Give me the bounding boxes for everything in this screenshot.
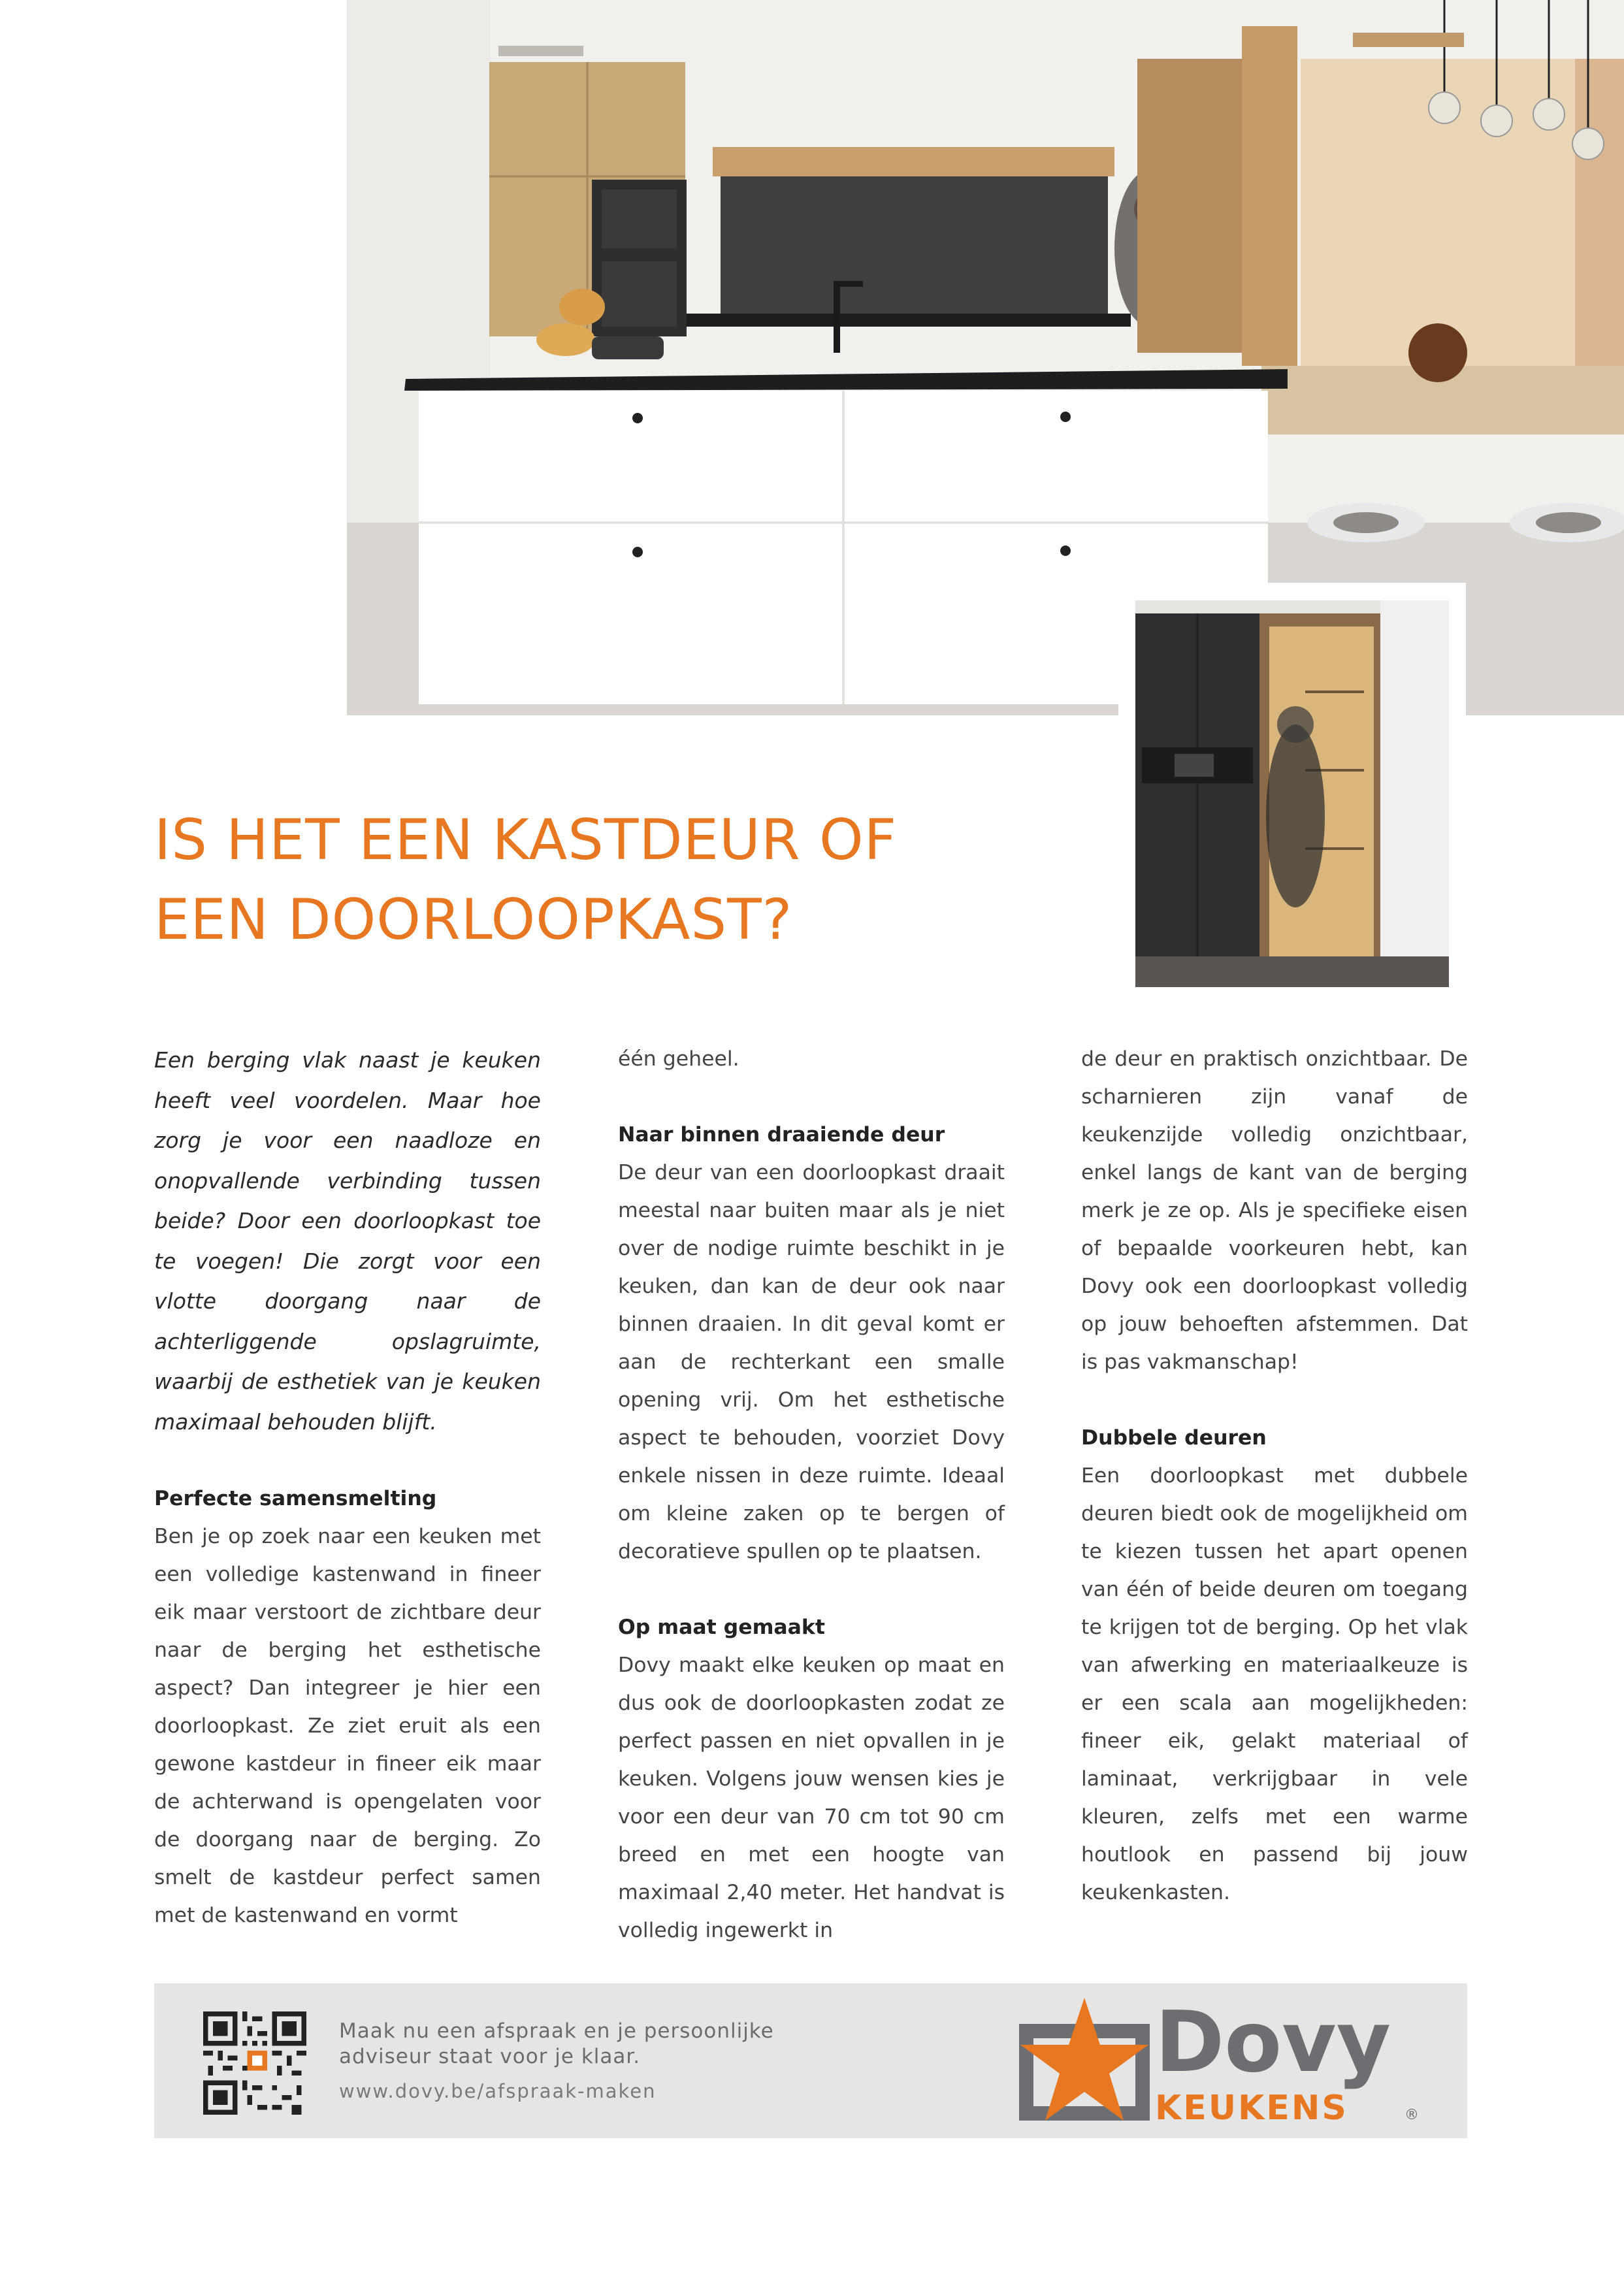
intro-paragraph: Een berging vlak naast je keuken heeft veel voordelen. Maar hoe zorg je voor een naadloze en onopvallende verbinding tussen beide? Door een doorloopkast toe te voegen! Die zorgt voor een vlotte doorgang naar de achterliggende opslagruimte, waarbij de esthetiek van je keuken maximaal behouden blijft. [154,1047,541,1435]
section-body: Een doorloopkast met dubbele deuren biedt ook de mogelijkheid om te kiezen tussen het apart openen van één of beide deuren om toegang te krijgen tot de berging. Op het vlak van afwerking en materiaalkeuze is er een scala aan mogelijkheden: fineer eik, gelakt materiaal of laminaat, verkrijgbaar in vele kleuren, zelfs met een warme houtlook en passend bij jouw keukenkasten. [1081,1464,1468,1904]
section-heading: Dubbele deuren [1081,1426,1267,1450]
logo-subtitle: KEUKENS [1155,2089,1348,2128]
qr-code-icon[interactable] [203,2011,306,2115]
title-line-2: EEN DOORLOOPKAST? [154,887,793,952]
section-continuation: de deur en praktisch onzichtbaar. De scharnieren zijn vanaf de keukenzijde volledig onzichtbaar, enkel langs de kant van de berging merk je ze op. Als je specifieke eisen of bepaalde voorkeuren hebt, kan Dovy ook een doorloopkast volledig op jouw behoeften afstemmen. Dat is pas vakmanschap! [1081,1047,1468,1374]
inset-pantry-photo [1135,600,1449,987]
text-column-1 [154,1040,541,1934]
section-body: Ben je op zoek naar een keuken met een volledige kastenwand in fineer eik maar verstoort de zichtbare deur naar de berging het esthetische aspect? Dan integreer je hier een doorloopkast. Ze ziet eruit als een gewone kastdeur in fineer eik maar de achterwand is opengelaten voor de doorgang naar de berging. Zo smelt de kastdeur perfect samen met de kastenwand en vormt [154,1525,541,1927]
page-title [154,800,1101,960]
section-body: De deur van een doorloopkast draait meestal naar buiten maar als je niet over de nodige ruimte beschikt in je keuken, dan kan de deur ook naar binnen draaien. In dit geval komt er aan de rechterkant een smalle opening vrij. Om het esthetische aspect te behouden, voorziet Dovy enkele nissen in deze ruimte. Ideaal om kleine zaken op te bergen of decoratieve spullen op te plaatsen. [618,1161,1005,1563]
section-heading: Op maat gemaakt [618,1616,825,1639]
text-column-3 [1081,1040,1468,1912]
section-heading: Perfecte samensmelting [154,1487,437,1510]
logo-word: Dovy [1155,1998,1391,2091]
section-body: Dovy maakt elke keuken op maat en dus ook de doorloopkasten zodat ze perfect passen en niet opvallen in je keuken. Volgens jouw wensen kies je voor een deur van 70 cm tot 90 cm breed en met een hoogte van maximaal 2,40 meter. Het handvat is volledig ingewerkt in [618,1653,1005,1942]
cta-line-1: Maak nu een afspraak en je persoonlijke [339,2019,774,2043]
cta-line-2: adviseur staat voor je klaar. [339,2045,641,2068]
section-heading: Naar binnen draaiende deur [618,1123,945,1147]
appointment-link[interactable]: www.dovy.be/afspraak-maken [339,2080,657,2102]
dovy-keukens-logo [1019,1998,1437,2128]
title-line-1: IS HET EEN KASTDEUR OF [154,807,898,873]
text-column-2 [618,1040,1005,1949]
section-continuation: één geheel. [618,1047,739,1071]
logo-registered-mark: ® [1405,2107,1419,2123]
appointment-cta [339,2019,927,2104]
